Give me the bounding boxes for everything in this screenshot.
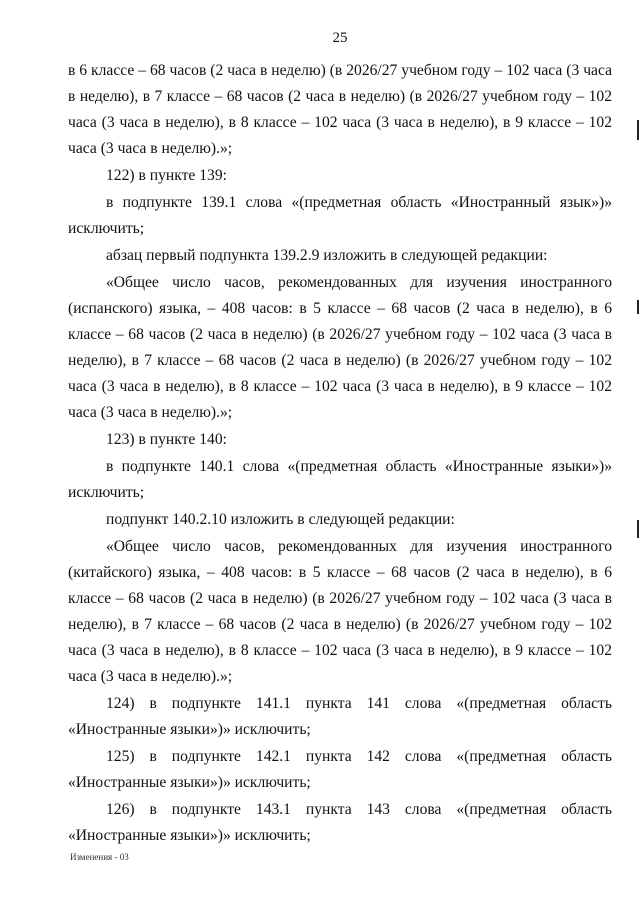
paragraph-subitem-140-1: в подпункте 140.1 слова «(предметная область «Иностранные языки»)» исключить; [68,458,612,501]
paragraph-item-125: 125) в подпункте 142.1 пункта 142 слова «(предметная область «Иностранные языки»)» исключить; [68,748,612,791]
paragraph-quote-spanish: «Общее число часов, рекомендованных для изучения иностранного (испанского) языка, – 408 часов: в 5 классе – 68 часов (2 часа в неделю), в 6 классе – 68 часов (2 часа в неделю) (в 2026/27 учебном году – 102 часа (3 часа в неделю), в 7 классе – 68 часов (2 часа в неделю) (в 2026/27 учебном году – 102 часа (3 часа в неделю), в 8 классе – 102 часа (3 часа в неделю), в 9 классе – 102 часа (3 часа в неделю).»; [68,274,612,421]
paragraph-item-126: 126) в подпункте 143.1 пункта 143 слова «(предметная область «Иностранные языки»)» исключить; [68,801,612,844]
page-number: 25 [332,30,348,46]
paragraph-item-122: 122) в пункте 139: [106,167,227,184]
paragraph-item-123: 123) в пункте 140: [106,431,227,448]
footer-revision-label: Изменения - 03 [70,852,129,862]
paragraph-continuation: в 6 классе – 68 часов (2 часа в неделю) (в 2026/27 учебном году – 102 часа (3 часа в неделю), в 7 классе – 68 часов (2 часа в неделю) (в 2026/27 учебном году – 102 часа (3 часа в неделю), в 8 классе – 102 часа (3 часа в неделю), в 9 классе – 102 часа (3 часа в неделю).»; [68,62,612,157]
document-body [68,58,612,849]
scan-edge-mark [637,120,639,140]
paragraph-subitem-140-2-10: подпункт 140.2.10 изложить в следующей редакции: [106,511,455,528]
scan-edge-mark [637,300,639,314]
paragraph-subitem-139-1: в подпункте 139.1 слова «(предметная область «Иностранный язык»)» исключить; [68,194,612,237]
paragraph-quote-chinese: «Общее число часов, рекомендованных для изучения иностранного (китайского) языка, – 408 часов: в 5 классе – 68 часов (2 часа в неделю), в 6 классе – 68 часов (2 часа в неделю) (в 2026/27 учебном году – 102 часа (3 часа в неделю), в 7 классе – 68 часов (2 часа в неделю) (в 2026/27 учебном году – 102 часа (3 часа в неделю), в 8 классе – 102 часа (3 часа в неделю), в 9 классе – 102 часа (3 часа в неделю).»; [68,538,612,685]
scan-edge-mark [637,520,639,538]
paragraph-subitem-139-2-9: абзац первый подпункта 139.2.9 изложить в следующей редакции: [106,247,548,264]
paragraph-item-124: 124) в подпункте 141.1 пункта 141 слова «(предметная область «Иностранные языки»)» исключить; [68,695,612,738]
